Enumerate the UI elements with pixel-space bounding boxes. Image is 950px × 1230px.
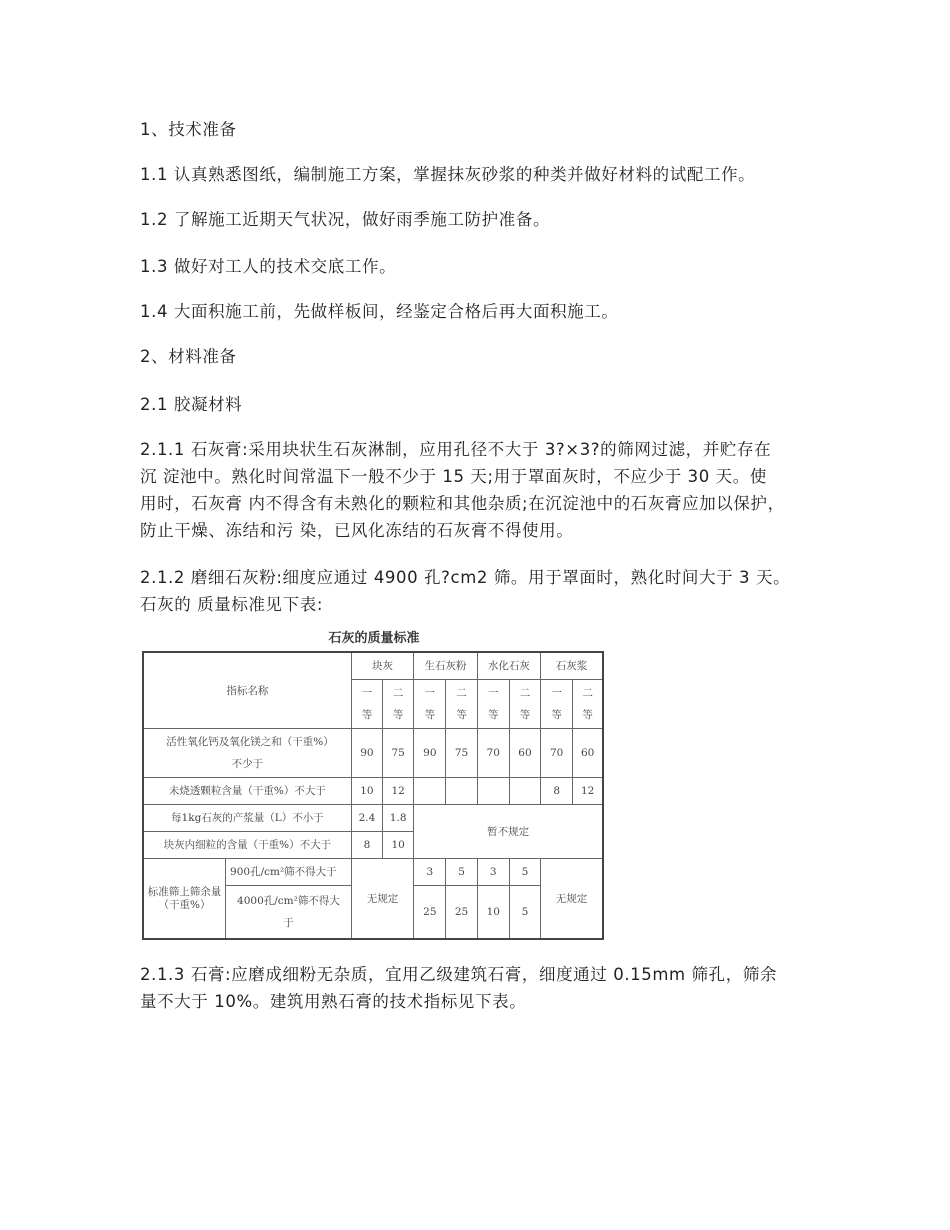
grade-label: 二: [456, 687, 467, 699]
table-cell: 3: [414, 859, 446, 886]
empty-cell: [446, 778, 477, 805]
table-cell: 10: [383, 832, 414, 859]
group-header: 生石灰粉: [414, 652, 477, 680]
table-row: [143, 729, 603, 778]
para-2-1-3: [140, 961, 830, 1015]
empty-cell: [477, 778, 509, 805]
para-1-2: 1.2 了解施工近期天气状况，做好雨季施工防护准备。: [140, 210, 551, 229]
table-cell: 8: [541, 778, 573, 805]
table-cell: 5: [509, 859, 540, 886]
table-title: 石灰的质量标准: [328, 631, 420, 646]
para-1-4: 1.4 大面积施工前，先做样板间，经鉴定合格后再大面积施工。: [140, 302, 619, 321]
table-cell: 2.4: [351, 805, 382, 832]
para-2-1: 2.1 胶凝材料: [140, 395, 243, 414]
table-row: [143, 778, 603, 805]
section-1-title: 1、技术准备: [140, 120, 237, 139]
grade-label: 等: [361, 709, 373, 721]
table-header-row-1: [143, 652, 603, 680]
para-1-1: 1.1 认真熟悉图纸，编制施工方案，掌握抹灰砂浆的种类并做好材料的试配工作。: [140, 165, 756, 184]
grade-label: 等: [582, 709, 593, 721]
sieve-group-label: 标准筛上筛余量（干重%）: [143, 859, 226, 940]
grade-label: 等: [551, 709, 562, 721]
grade-label: 等: [424, 709, 436, 721]
grade-label: 一: [488, 687, 499, 699]
grade-label: 一: [551, 687, 562, 699]
section-2-title: 2、材料准备: [140, 347, 237, 366]
table-cell: 25: [446, 886, 477, 940]
table-row: [143, 805, 603, 832]
table-cell: 5: [446, 859, 477, 886]
group-header: 块灰: [351, 652, 413, 680]
table-cell: 25: [414, 886, 446, 940]
para-2-1-1: [140, 436, 830, 544]
table-cell: 8: [351, 832, 382, 859]
grade-label: 等: [488, 709, 499, 721]
indicator-header: 指标名称: [143, 652, 351, 729]
row-label: 4000孔/cm²筛不得大于: [226, 886, 352, 940]
para-2-1-1-line4: 防止干燥、冻结和污 染，已风化冻结的石灰膏不得使用。: [140, 521, 574, 540]
table-cell: 5: [509, 886, 540, 940]
grade-label: 等: [456, 709, 467, 721]
para-2-1-2: [140, 564, 830, 618]
grade-label: 二: [582, 687, 593, 699]
row-label: 活性氧化钙及氧化镁之和（干重%）不少于: [143, 729, 351, 778]
row-label: 每1kg石灰的产浆量（L）不小于: [143, 805, 351, 832]
table-cell: 75: [383, 729, 414, 778]
table-cell: 60: [573, 729, 603, 778]
para-2-1-3-line2: 量不大于 10%。建筑用熟石膏的技术指标见下表。: [140, 992, 527, 1011]
table-cell: 90: [414, 729, 446, 778]
row-label: 块灰内细粒的含量（干重%）不大于: [143, 832, 351, 859]
para-2-1-2-line1: 2.1.2 磨细石灰粉:细度应通过 4900 孔?cm2 筛。用于罩面时，熟化时间大于 3 天。: [140, 568, 791, 587]
table-cell: 90: [351, 729, 382, 778]
para-2-1-2-line2: 石灰的 质量标准见下表:: [140, 595, 324, 614]
para-1-3: 1.3 做好对工人的技术交底工作。: [140, 257, 397, 276]
table-cell: 12: [383, 778, 414, 805]
lime-quality-table: [142, 627, 606, 940]
group-header: 水化石灰: [477, 652, 540, 680]
table-cell: 70: [477, 729, 509, 778]
table-cell: 12: [573, 778, 603, 805]
grade-label: 二: [519, 687, 531, 699]
table-row: [143, 859, 603, 886]
para-2-1-1-line2: 沉 淀池中。熟化时间常温下一般不少于 15 天;用于罩面灰时，不应少于 30 天。使: [140, 467, 767, 486]
empty-cell: [509, 778, 540, 805]
table-cell: 1.8: [383, 805, 414, 832]
table-cell: 75: [446, 729, 477, 778]
group-header: 石灰浆: [541, 652, 603, 680]
row-label: 900孔/cm²筛不得大于: [226, 859, 352, 886]
para-2-1-1-line3: 用时，石灰膏 内不得含有未熟化的颗粒和其他杂质;在沉淀池中的石灰膏应加以保护，: [140, 494, 785, 513]
lime-table: [142, 651, 604, 940]
grade-label: 等: [519, 709, 531, 721]
grade-label: 等: [392, 709, 404, 721]
table-cell: 10: [477, 886, 509, 940]
table-cell: 10: [351, 778, 382, 805]
table-cell: 60: [509, 729, 540, 778]
table-cell: 70: [541, 729, 573, 778]
grade-label: 一: [424, 687, 436, 699]
para-2-1-1-line1: 2.1.1 石灰膏:采用块状生石灰淋制，应用孔径不大于 3?×3?的筛网过滤，并贮存在: [140, 440, 772, 459]
grade-label: 二: [392, 687, 404, 699]
row-label: 未烧透颗粒含量（干重%）不大于: [143, 778, 351, 805]
grade-label: 一: [361, 687, 373, 699]
not-specified-cell: 暂不规定: [414, 805, 603, 859]
empty-cell: [414, 778, 446, 805]
para-2-1-3-line1: 2.1.3 石膏:应磨成细粉无杂质，宜用乙级建筑石膏，细度通过 0.15mm 筛孔，筛余: [140, 965, 778, 984]
no-rule-cell: 无规定: [351, 859, 413, 940]
table-cell: 3: [477, 859, 509, 886]
no-rule-cell: 无规定: [541, 859, 603, 940]
